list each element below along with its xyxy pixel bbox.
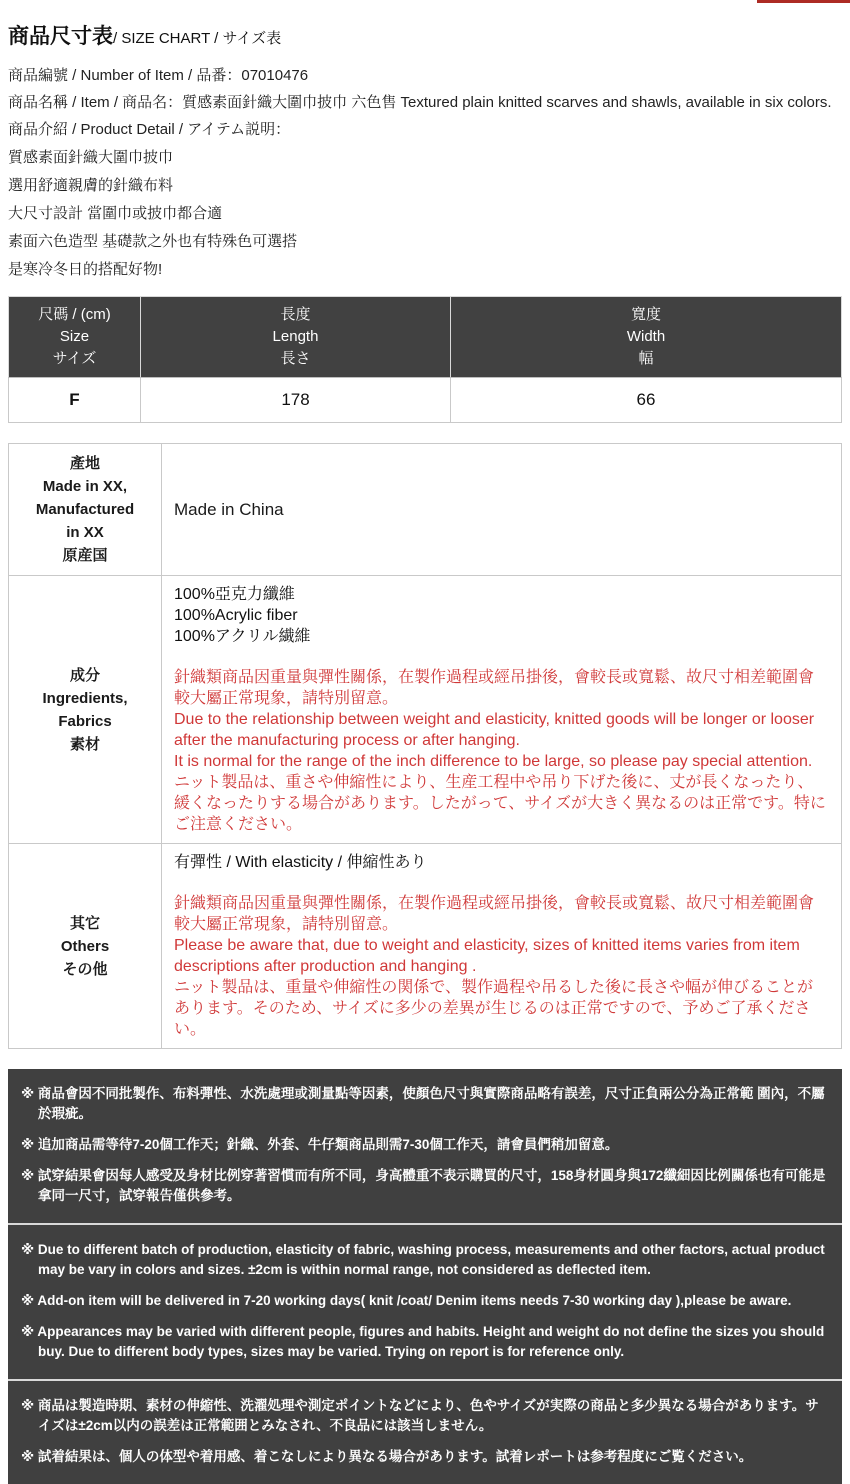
origin-label-cell bbox=[9, 444, 162, 576]
length-header-line: 長度 bbox=[280, 306, 311, 323]
warning-line-ja: ニット製品は、重さや伸縮性により、生産工程中や吊り下げた後に、丈が長くなったり、緩くなったりする場合があります。したがって、サイズが大きく異なるのは正常です。特にご注意ください。 bbox=[174, 774, 826, 833]
width-value-cell: 66 bbox=[451, 378, 842, 423]
origin-value: Made in China bbox=[162, 444, 842, 576]
size-table-data-row bbox=[9, 378, 842, 423]
ingredients-label-line: Fabrics bbox=[58, 712, 112, 730]
others-label-line: 其它 bbox=[69, 914, 100, 932]
ingredients-label-line: Ingredients, bbox=[42, 689, 128, 707]
note-item bbox=[21, 1240, 829, 1280]
composition-line: 100%アクリル繊維 bbox=[174, 628, 311, 645]
reference-mark: ※ bbox=[21, 1137, 38, 1152]
reference-mark: ※ bbox=[21, 1168, 38, 1183]
ingredients-label-line: 成分 bbox=[69, 666, 100, 684]
warning-line-zh: 針織類商品因重量與彈性關係，在製作過程或經吊掛後，會較長或寬鬆、故尺寸相差範圍會較大屬正常現象，請特別留意。 bbox=[174, 669, 815, 707]
origin-label-line: Made in XX, bbox=[42, 478, 128, 495]
others-label-cell bbox=[9, 844, 162, 1049]
others-row bbox=[9, 844, 842, 1049]
product-info-table bbox=[8, 443, 842, 1049]
length-header-line: Length bbox=[272, 328, 319, 345]
detail-line: 選用舒適親膚的針織布料 bbox=[8, 177, 174, 194]
origin-label-line: 原産国 bbox=[62, 547, 108, 564]
reference-mark: ※ bbox=[21, 1324, 38, 1339]
origin-label-line: Manufactured bbox=[35, 501, 135, 518]
ingredients-label-line: 素材 bbox=[69, 735, 100, 753]
product-detail-heading: 商品介紹 / Product Detail / アイテム説明： bbox=[8, 121, 291, 138]
size-value-cell: F bbox=[9, 378, 141, 423]
width-column-header bbox=[451, 297, 842, 378]
detail-line: 大尺寸設計 當圍巾或披巾都合適 bbox=[8, 205, 223, 222]
origin-label-line: in XX bbox=[66, 524, 104, 541]
width-header-line: 寬度 bbox=[630, 306, 661, 323]
note-text: 商品は製造時期、素材の伸縮性、洗濯処理や測定ポイントなどにより、色やサイズが実際の商品と多少異なる場合があります。サイズは±2cm以内の誤差は正常範囲とみなされ、不良品には該当しません。 bbox=[37, 1398, 819, 1433]
reference-mark: ※ bbox=[21, 1293, 38, 1308]
detail-line: 是寒冷冬日的搭配好物! bbox=[8, 261, 163, 278]
note-item bbox=[21, 1291, 829, 1311]
ingredients-content-cell bbox=[162, 576, 842, 844]
note-text: 試穿結果會因每人感受及身材比例穿著習慣而有所不同，身高體重不表示購買的尺寸，158身材圓身與172纖細因比例關係也有可能是拿同一尺寸，試穿報告僅供參考。 bbox=[37, 1168, 826, 1203]
knit-warning-text-2 bbox=[174, 893, 829, 1040]
detail-line: 素面六色造型 基礎款之外也有特殊色可選搭 bbox=[8, 233, 298, 250]
note-text: 追加商品需等待7-20個工作天；針織、外套、牛仔類商品則需7-30個工作天，請會員們稍加留意。 bbox=[37, 1137, 619, 1152]
reference-mark: ※ bbox=[21, 1398, 38, 1413]
notes-box-zh bbox=[8, 1069, 842, 1223]
others-label-line: その他 bbox=[62, 960, 108, 978]
warning-line-en: It is normal for the range of the inch difference to be large, so please pay special attention. bbox=[174, 753, 813, 770]
size-header-line: 尺碼 / (cm) bbox=[38, 306, 111, 323]
item-name-line: 商品名稱 / Item / 商品名：質感素面針織大圍巾披巾 六色售 Textured plain knitted scarves and shawls, available in six colors. bbox=[8, 94, 832, 111]
reference-mark: ※ bbox=[21, 1086, 38, 1101]
knit-warning-text bbox=[174, 667, 829, 835]
length-header-line: 長さ bbox=[280, 350, 311, 367]
origin-row bbox=[9, 444, 842, 576]
note-text: 商品會因不同批製作、布料彈性、水洗處理或測量點等因素，使顏色尺寸與實際商品略有誤差，尺寸正負兩公分為正常範 圍內，不屬於瑕疵。 bbox=[37, 1086, 825, 1121]
width-header-line: Width bbox=[626, 328, 666, 345]
note-text: Add-on item will be delivered in 7-20 working days( knit /coat/ Denim items needs 7-30 working day ),please be aware. bbox=[37, 1293, 792, 1308]
warning-line-en: Please be aware that, due to weight and elasticity, sizes of knitted items varies from item descriptions after production and hanging . bbox=[174, 937, 800, 975]
length-value-cell: 178 bbox=[141, 378, 451, 423]
note-text: Due to different batch of production, elasticity of fabric, washing process, measurements and other factors, actual product may be vary in colors and sizes. ±2cm is within normal range, not considered as deflected item. bbox=[37, 1242, 825, 1277]
reference-mark: ※ bbox=[21, 1242, 38, 1257]
note-item bbox=[21, 1396, 829, 1436]
disclaimer-notes bbox=[8, 1069, 842, 1484]
page-title bbox=[8, 20, 842, 50]
item-number-line: 商品編號 / Number of Item / 品番：07010476 bbox=[8, 67, 309, 84]
warning-line-en: Due to the relationship between weight and elasticity, knitted goods will be longer or looser after the manufacturing process or after hanging. bbox=[174, 711, 815, 749]
width-header-line: 幅 bbox=[638, 350, 654, 367]
size-header-line: Size bbox=[59, 328, 90, 345]
note-text: 試着結果は、個人の体型や着用感、着こなしにより異なる場合があります。試着レポートは参考程度にご覧ください。 bbox=[37, 1449, 753, 1464]
composition-line: 100%亞克力纖維 bbox=[174, 586, 295, 603]
note-item bbox=[21, 1322, 829, 1362]
note-item bbox=[21, 1135, 829, 1155]
fabric-composition bbox=[174, 584, 829, 647]
size-table-header-row bbox=[9, 297, 842, 378]
note-text: Appearances may be varied with different people, figures and habits. Height and weight do not define the sizes you should buy. Due to different body types, sizes may be varied. Trying on report is for reference only. bbox=[37, 1324, 825, 1359]
size-chart-table bbox=[8, 296, 842, 423]
ingredients-row bbox=[9, 576, 842, 844]
others-content-cell bbox=[162, 844, 842, 1049]
page-title-main: 商品尺寸表 bbox=[8, 25, 113, 48]
warning-line-ja: ニット製品は、重量や伸縮性の関係で、製作過程や吊るした後に長さや幅が伸びることがあります。そのため、サイズに多少の差異が生じるのは正常ですので、予めご了承ください。 bbox=[174, 979, 814, 1038]
size-header-line: サイズ bbox=[52, 350, 97, 367]
warning-line-zh: 針織類商品因重量與彈性關係，在製作過程或經吊掛後，會較長或寬鬆、故尺寸相差範圍會較大屬正常現象，請特別留意。 bbox=[174, 895, 815, 933]
note-item bbox=[21, 1447, 829, 1467]
detail-line: 質感素面針織大圍巾披巾 bbox=[8, 149, 174, 166]
elasticity-line: 有彈性 / With elasticity / 伸縮性あり bbox=[174, 854, 427, 871]
origin-label-line: 產地 bbox=[69, 455, 100, 472]
others-label-line: Others bbox=[60, 937, 110, 955]
page-title-sub: / SIZE CHART / サイズ表 bbox=[113, 30, 282, 47]
note-item bbox=[21, 1166, 829, 1206]
note-item bbox=[21, 1084, 829, 1124]
elasticity-note bbox=[174, 852, 829, 873]
notes-box-ja bbox=[8, 1379, 842, 1484]
top-red-bar bbox=[757, 0, 850, 3]
size-column-header bbox=[9, 297, 141, 378]
notes-box-en bbox=[8, 1223, 842, 1379]
ingredients-label-cell bbox=[9, 576, 162, 844]
length-column-header bbox=[141, 297, 451, 378]
composition-line: 100%Acrylic fiber bbox=[174, 607, 298, 624]
reference-mark: ※ bbox=[21, 1449, 38, 1464]
